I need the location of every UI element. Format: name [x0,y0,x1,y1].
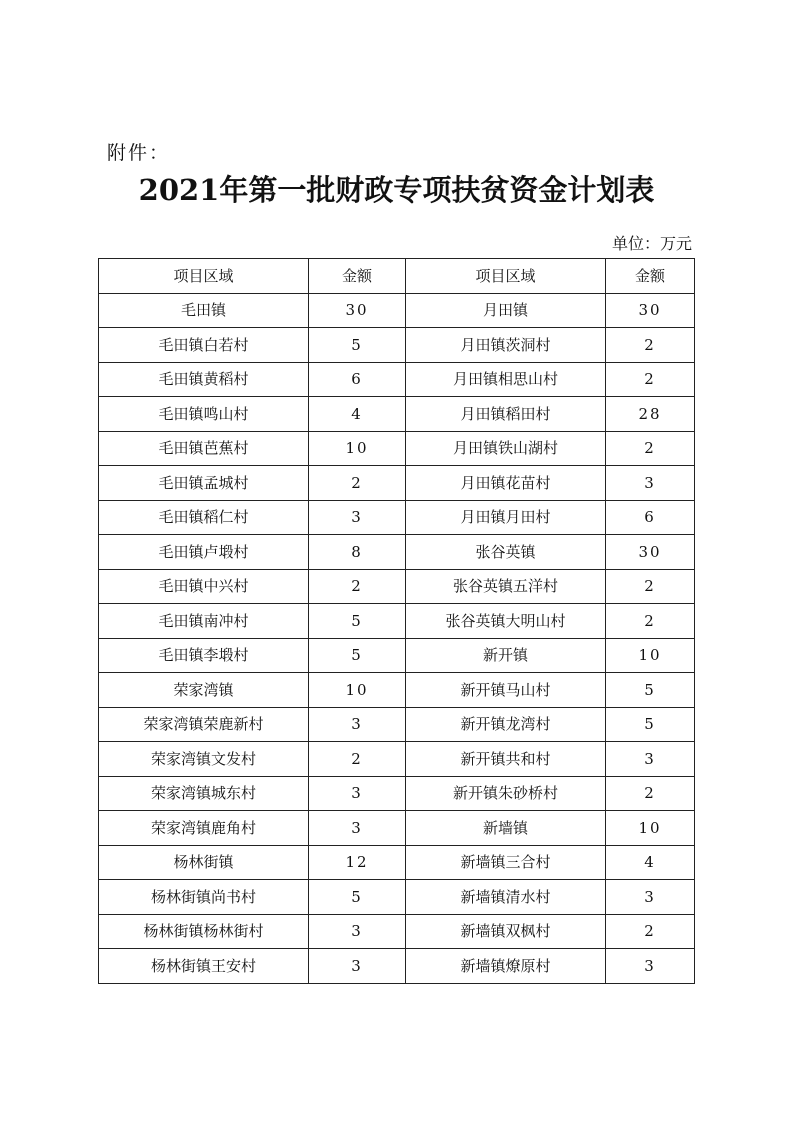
table-body [99,293,695,983]
amount-right-cell: 10 [606,811,695,846]
amount-right-cell: 2 [606,914,695,949]
amount-right-cell: 10 [606,638,695,673]
amount-right-cell: 3 [606,880,695,915]
table-row [99,328,695,363]
amount-left-cell: 2 [309,742,406,777]
amount-left-cell: 5 [309,604,406,639]
project-area-left-cell: 毛田镇南冲村 [99,604,309,639]
amount-left-cell: 30 [309,293,406,328]
header-project-area-left: 项目区域 [99,259,309,294]
amount-right-cell: 3 [606,949,695,984]
fund-plan-table [98,258,695,984]
amount-right-cell: 2 [606,362,695,397]
attachment-label: 附件： [107,142,171,164]
project-area-left-cell: 毛田镇孟城村 [99,466,309,501]
project-area-right-cell: 新墙镇燎原村 [406,949,606,984]
table-row [99,569,695,604]
project-area-right-cell: 新墙镇 [406,811,606,846]
project-area-right-cell: 新开镇马山村 [406,673,606,708]
table-row [99,466,695,501]
project-area-right-cell: 新开镇共和村 [406,742,606,777]
amount-left-cell: 5 [309,328,406,363]
project-area-left-cell: 毛田镇 [99,293,309,328]
table-row [99,914,695,949]
project-area-left-cell: 毛田镇芭蕉村 [99,431,309,466]
project-area-left-cell: 杨林街镇王安村 [99,949,309,984]
project-area-left-cell: 毛田镇卢塅村 [99,535,309,570]
amount-right-cell: 3 [606,466,695,501]
project-area-right-cell: 新墙镇双枫村 [406,914,606,949]
table-row [99,535,695,570]
table-row [99,673,695,708]
project-area-right-cell: 新开镇朱砂桥村 [406,776,606,811]
table-row [99,293,695,328]
amount-right-cell: 28 [606,397,695,432]
project-area-right-cell: 月田镇相思山村 [406,362,606,397]
amount-right-cell: 30 [606,293,695,328]
project-area-left-cell: 杨林街镇杨林街村 [99,914,309,949]
table-row [99,431,695,466]
amount-left-cell: 5 [309,638,406,673]
table-row [99,880,695,915]
table-row [99,707,695,742]
amount-left-cell: 3 [309,949,406,984]
project-area-right-cell: 月田镇花苗村 [406,466,606,501]
amount-left-cell: 3 [309,811,406,846]
amount-left-cell: 10 [309,431,406,466]
header-project-area-right: 项目区域 [406,259,606,294]
project-area-left-cell: 荣家湾镇 [99,673,309,708]
amount-left-cell: 2 [309,569,406,604]
document-title: 2021年第一批财政专项扶贫资金计划表 [138,173,655,207]
amount-left-cell: 3 [309,500,406,535]
amount-right-cell: 2 [606,569,695,604]
header-amount-right: 金额 [606,259,695,294]
project-area-right-cell: 月田镇茨洞村 [406,328,606,363]
amount-left-cell: 8 [309,535,406,570]
project-area-right-cell: 月田镇月田村 [406,500,606,535]
project-area-left-cell: 荣家湾镇文发村 [99,742,309,777]
amount-left-cell: 6 [309,362,406,397]
amount-left-cell: 3 [309,776,406,811]
header-amount-left: 金额 [309,259,406,294]
project-area-right-cell: 月田镇稻田村 [406,397,606,432]
project-area-right-cell: 张谷英镇 [406,535,606,570]
amount-right-cell: 2 [606,431,695,466]
amount-right-cell: 2 [606,328,695,363]
amount-right-cell: 6 [606,500,695,535]
project-area-left-cell: 荣家湾镇荣鹿新村 [99,707,309,742]
amount-left-cell: 12 [309,845,406,880]
amount-right-cell: 4 [606,845,695,880]
project-area-right-cell: 新墙镇清水村 [406,880,606,915]
project-area-left-cell: 荣家湾镇城东村 [99,776,309,811]
table-row [99,811,695,846]
amount-left-cell: 4 [309,397,406,432]
project-area-left-cell: 荣家湾镇鹿角村 [99,811,309,846]
amount-left-cell: 10 [309,673,406,708]
table-row [99,949,695,984]
project-area-left-cell: 毛田镇李塅村 [99,638,309,673]
project-area-right-cell: 新开镇 [406,638,606,673]
unit-note: 单位：万元 [611,234,692,253]
amount-left-cell: 3 [309,707,406,742]
amount-right-cell: 5 [606,673,695,708]
project-area-right-cell: 张谷英镇大明山村 [406,604,606,639]
project-area-left-cell: 毛田镇中兴村 [99,569,309,604]
amount-right-cell: 5 [606,707,695,742]
amount-right-cell: 30 [606,535,695,570]
table-row [99,742,695,777]
table-row [99,776,695,811]
project-area-left-cell: 杨林街镇尚书村 [99,880,309,915]
table-row [99,500,695,535]
project-area-left-cell: 毛田镇白若村 [99,328,309,363]
project-area-right-cell: 张谷英镇五洋村 [406,569,606,604]
project-area-left-cell: 毛田镇稻仁村 [99,500,309,535]
amount-right-cell: 2 [606,604,695,639]
project-area-left-cell: 毛田镇黄稻村 [99,362,309,397]
amount-right-cell: 2 [606,776,695,811]
table-header-row [99,259,695,294]
amount-left-cell: 3 [309,914,406,949]
amount-left-cell: 5 [309,880,406,915]
project-area-left-cell: 毛田镇鸣山村 [99,397,309,432]
table-row [99,638,695,673]
table-row [99,362,695,397]
amount-right-cell: 3 [606,742,695,777]
project-area-right-cell: 新墙镇三合村 [406,845,606,880]
table-row [99,604,695,639]
project-area-right-cell: 新开镇龙湾村 [406,707,606,742]
table-row [99,397,695,432]
amount-left-cell: 2 [309,466,406,501]
table-row [99,845,695,880]
project-area-right-cell: 月田镇 [406,293,606,328]
project-area-left-cell: 杨林街镇 [99,845,309,880]
project-area-right-cell: 月田镇铁山湖村 [406,431,606,466]
